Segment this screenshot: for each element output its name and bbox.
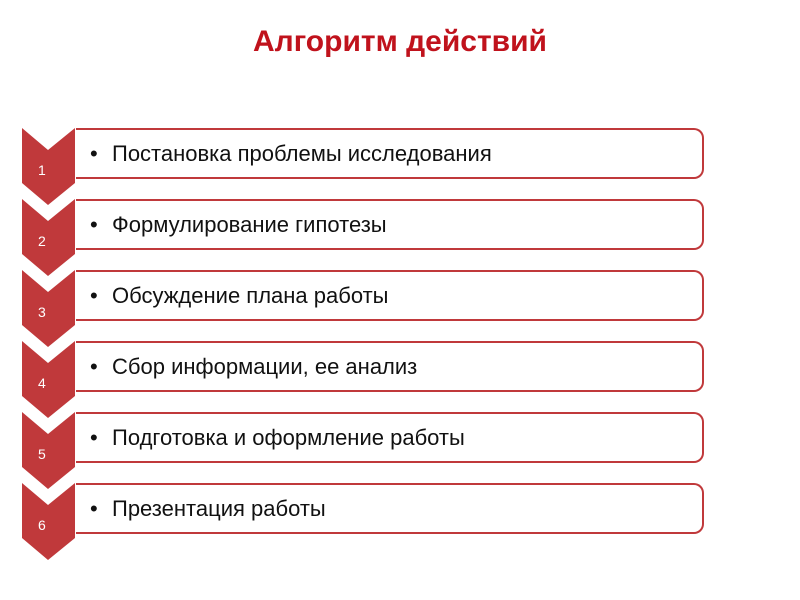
step-card xyxy=(76,483,704,534)
bullet-icon: • xyxy=(90,283,98,308)
step-text: Постановка проблемы исследования xyxy=(112,141,492,166)
bullet-icon: • xyxy=(90,212,98,237)
step-card xyxy=(76,199,704,250)
step-number: 5 xyxy=(38,446,46,462)
step-card xyxy=(76,341,704,392)
step-number: 3 xyxy=(38,304,46,320)
step-number: 1 xyxy=(38,162,46,178)
step-number: 6 xyxy=(38,517,46,533)
step-text: Сбор информации, ее анализ xyxy=(112,354,418,379)
step-number: 2 xyxy=(38,233,46,249)
step-card xyxy=(76,128,704,179)
step-2 xyxy=(0,199,800,279)
slide-title: Алгоритм действий xyxy=(252,25,547,58)
step-4 xyxy=(0,341,800,421)
bullet-icon: • xyxy=(90,496,98,521)
step-number: 4 xyxy=(38,375,46,391)
step-6 xyxy=(0,483,800,563)
step-1 xyxy=(0,128,800,208)
step-text: Презентация работы xyxy=(112,496,326,521)
step-card xyxy=(76,270,704,321)
bullet-icon: • xyxy=(90,425,98,450)
bullet-icon: • xyxy=(90,141,98,166)
step-card xyxy=(76,412,704,463)
bullet-icon: • xyxy=(90,354,98,379)
step-text: Подготовка и оформление работы xyxy=(112,425,465,450)
step-text: Формулирование гипотезы xyxy=(112,212,387,237)
step-3 xyxy=(0,270,800,350)
step-text: Обсуждение плана работы xyxy=(112,283,389,308)
step-5 xyxy=(0,412,800,492)
